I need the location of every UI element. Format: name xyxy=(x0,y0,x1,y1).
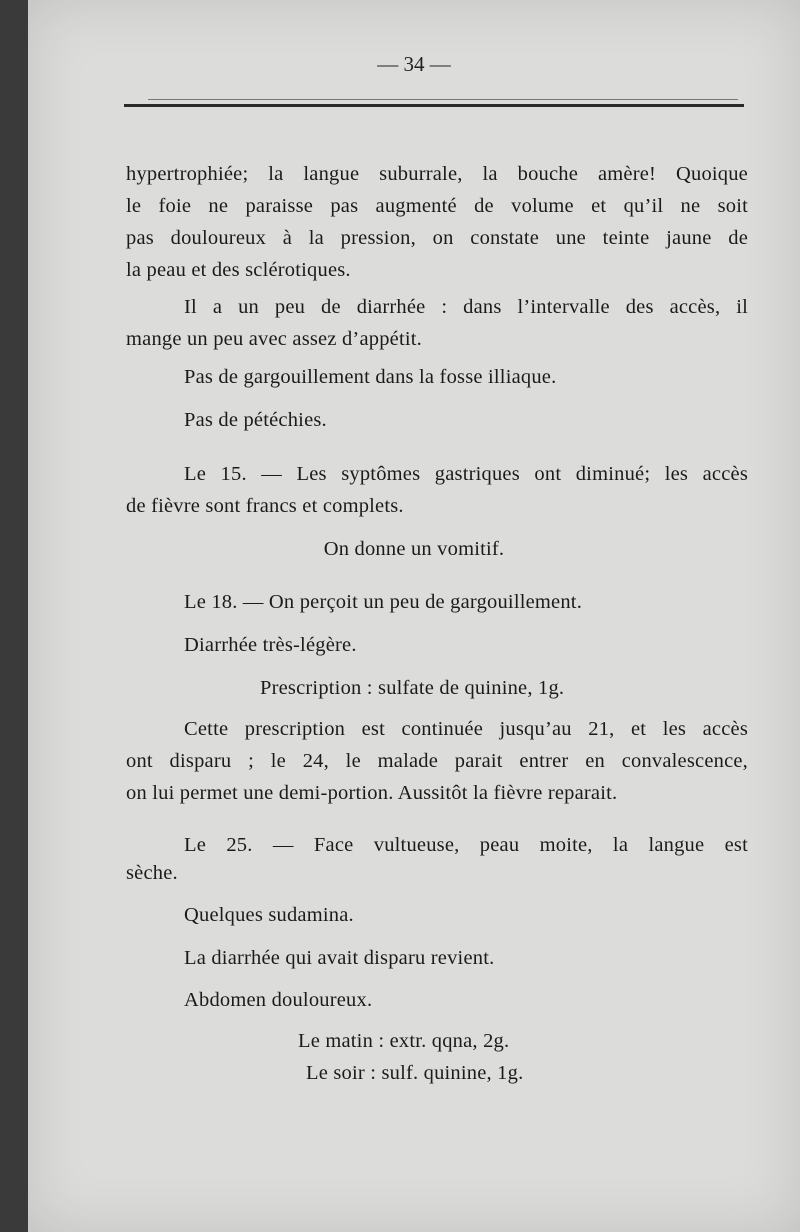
text-line: Diarrhée très-légère. xyxy=(184,634,357,656)
text-line: hypertrophiée; la langue suburrale, la bouche amère! Quoique xyxy=(126,163,748,185)
text-line: Il a un peu de diarrhée : dans l’intervalle des accès, il xyxy=(184,296,748,318)
page-number: — 34 — xyxy=(377,52,451,76)
text-line: le foie ne paraisse pas augmenté de volume et qu’il ne soit xyxy=(126,195,748,217)
text-line: Le soir : sulf. quinine, 1g. xyxy=(306,1062,524,1084)
text-line: de fièvre sont francs et complets. xyxy=(126,495,404,517)
text-line: Le 25. — Face vultueuse, peau moite, la langue est xyxy=(184,834,748,856)
text-line: Le 18. — On perçoit un peu de gargouillement. xyxy=(184,591,583,613)
text-line: Pas de pétéchies. xyxy=(184,409,327,431)
text-line: ont disparu ; le 24, le malade parait entrer en convalescence, xyxy=(126,750,748,772)
text-line: Pas de gargouillement dans la fosse illiaque. xyxy=(184,366,557,388)
text-line: pas douloureux à la pression, on constate une teinte jaune de xyxy=(126,227,748,249)
text-line: Abdomen douloureux. xyxy=(184,989,373,1011)
text-line: mange un peu avec assez d’appétit. xyxy=(126,328,422,350)
header-rule xyxy=(124,104,744,107)
text-line: La diarrhée qui avait disparu revient. xyxy=(184,947,495,969)
text-line: sèche. xyxy=(126,862,178,884)
header-thin-rule xyxy=(148,99,738,100)
text-line: Le matin : extr. qqna, 2g. xyxy=(298,1030,510,1052)
text-line: on lui permet une demi-portion. Aussitôt la fièvre reparait. xyxy=(126,782,618,804)
book-page xyxy=(28,0,800,1232)
text-line: la peau et des sclérotiques. xyxy=(126,259,351,281)
text-line: Le 15. — Les syptômes gastriques ont diminué; les accès xyxy=(184,463,748,485)
text-line: Cette prescription est continuée jusqu’au 21, et les accès xyxy=(184,718,748,740)
text-line: Quelques sudamina. xyxy=(184,904,354,926)
text-line: Prescription : sulfate de quinine, 1g. xyxy=(260,677,565,699)
text-line: On donne un vomitif. xyxy=(323,538,505,560)
